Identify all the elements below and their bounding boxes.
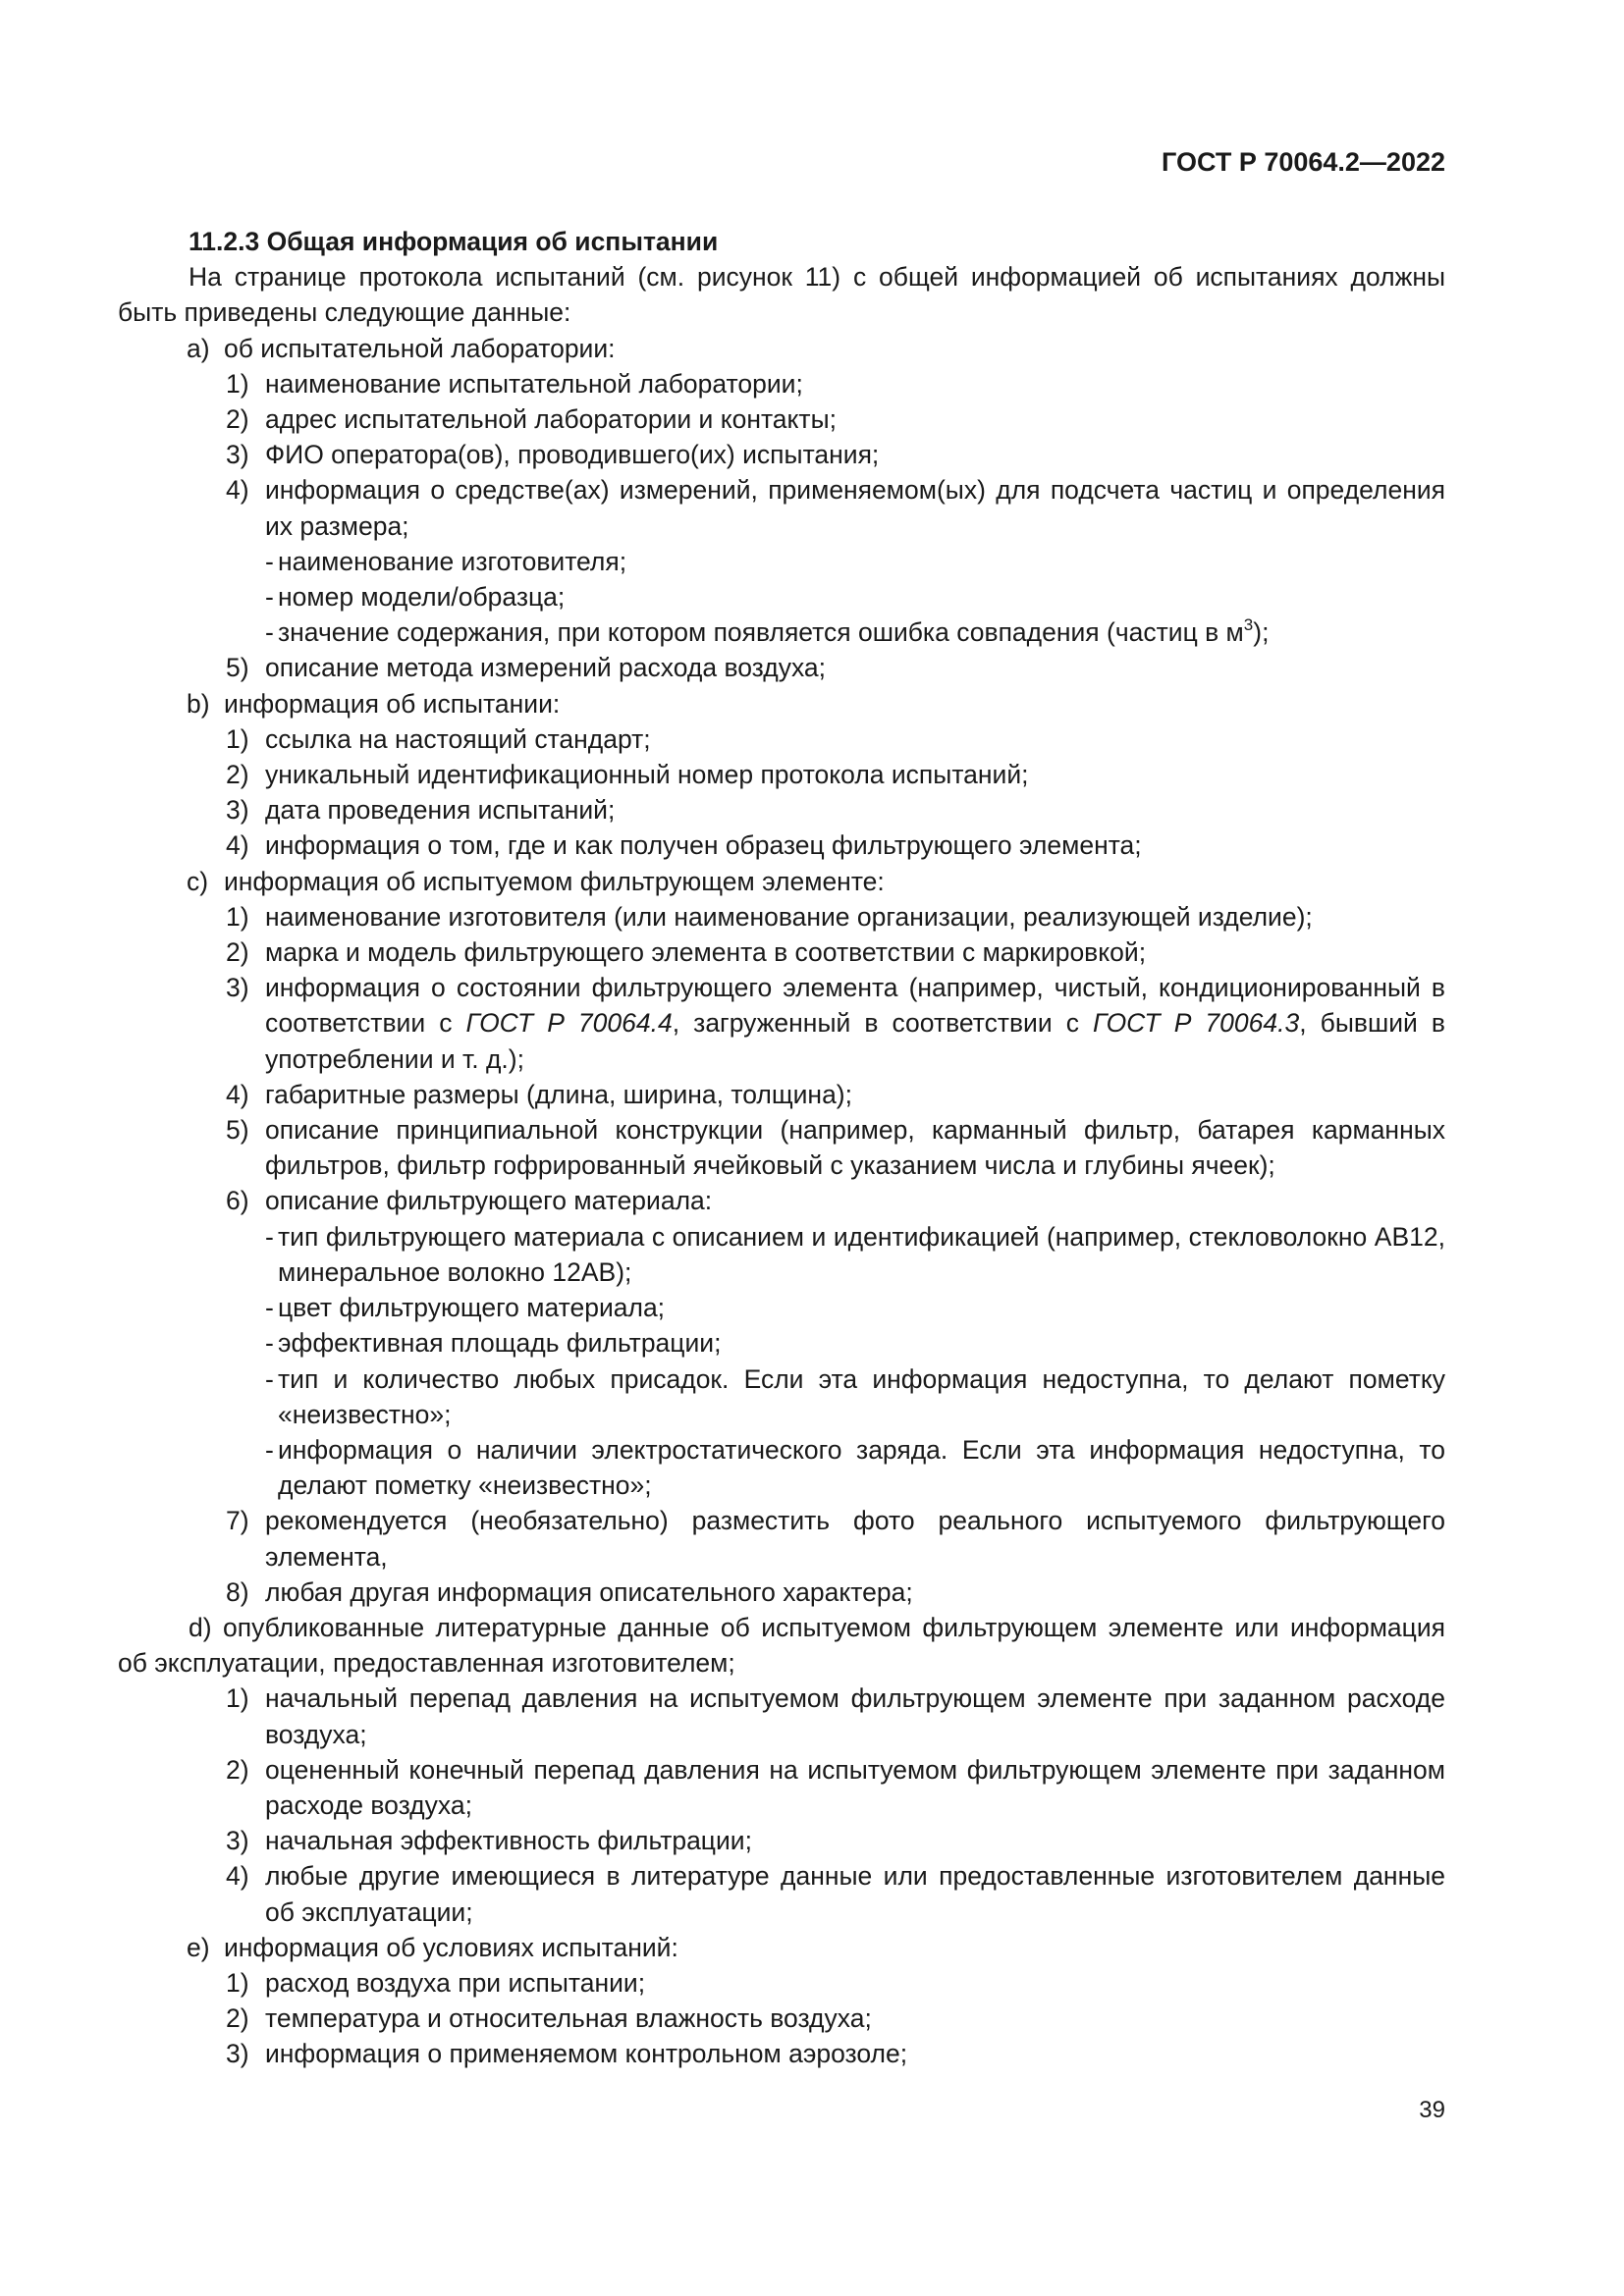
list-item-text: температура и относительная влажность воздуха; (265, 2003, 872, 2034)
document-body (118, 224, 1445, 2072)
list-item-text: наименование испытательной лаборатории; (265, 368, 803, 399)
list-item (118, 650, 1445, 685)
list-marker: 1) (226, 1967, 249, 1998)
list-item (118, 721, 1445, 757)
dash-item (118, 544, 1445, 579)
list-item-text: начальная эффективность фильтрации; (265, 1826, 752, 1856)
list-marker: - (265, 1221, 274, 1252)
list-marker: - (265, 582, 274, 613)
list-item (118, 1930, 1445, 1965)
list-item-text: марка и модель фильтрующего элемента в соответствии с маркировкой; (265, 937, 1147, 968)
list-item-text: , бывший в употреблении и т. д.); (265, 1008, 1445, 1074)
list-marker: а) (187, 333, 210, 363)
list-item-text: информация о состоянии фильтрующего элемента (например, чистый, кондиционированный в соответствии с (265, 973, 1445, 1039)
paragraph-text: d) опубликованные литературные данные об испытуемом фильтрующем элементе или информация об эксплуатации, предоставленная изготовителем; (118, 1612, 1445, 1679)
dash-item (118, 1219, 1445, 1290)
list-marker: 2) (226, 1754, 249, 1785)
list-item (118, 2036, 1445, 2071)
dash-item (118, 614, 1445, 650)
list-item (118, 2001, 1445, 2036)
dash-item (118, 579, 1445, 614)
list-item-text: дата проведения испытаний; (265, 795, 616, 826)
list-item (118, 899, 1445, 934)
standard-reference: ГОСТ Р 70064.3 (1093, 1008, 1300, 1039)
list-marker: - (265, 1363, 274, 1394)
list-item (118, 828, 1445, 863)
list-item-text: тип и количество любых присадок. Если эта информация недоступна, то делают пометку «неизвестно»; (278, 1363, 1445, 1429)
list-item-text: оцененный конечный перепад давления на испытуемом фильтрующем элементе при заданном расходе воздуха; (265, 1754, 1445, 1820)
list-item-text: любые другие имеющиеся в литературе данные или предоставленные изготовителем данные об эксплуатации; (265, 1861, 1445, 1927)
list-item (118, 1858, 1445, 1929)
list-item (118, 970, 1445, 1077)
list-item (118, 934, 1445, 970)
list-marker: е) (187, 1932, 210, 1962)
list-marker: 4) (226, 1079, 249, 1109)
dash-item (118, 1432, 1445, 1503)
list-item (118, 1965, 1445, 2001)
list-item (118, 864, 1445, 899)
list-marker: 6) (226, 1186, 249, 1216)
list-item (118, 792, 1445, 828)
list-item (118, 331, 1445, 366)
list-marker: - (265, 1434, 274, 1465)
list-item-text: информация об испытании: (224, 688, 561, 719)
list-item (118, 1575, 1445, 1610)
document-header: ГОСТ Р 70064.2—2022 (1162, 147, 1445, 177)
list-marker: 1) (226, 1683, 249, 1714)
list-marker: 5) (226, 1115, 249, 1146)
dash-item (118, 1362, 1445, 1432)
list-item (118, 1503, 1445, 1574)
list-marker: 7) (226, 1506, 249, 1536)
list-marker: 3) (226, 440, 249, 470)
list-item (118, 366, 1445, 401)
list-marker: 1) (226, 723, 249, 754)
list-marker: 2) (226, 937, 249, 968)
list-marker: 2) (226, 2003, 249, 2034)
list-item-text: значение содержания, при котором появляется ошибка совпадения (частиц в м (278, 617, 1244, 648)
list-marker: 1) (226, 368, 249, 399)
list-item-text: адрес испытательной лаборатории и контакты; (265, 404, 837, 435)
list-marker: - (265, 546, 274, 576)
list-item (118, 757, 1445, 792)
list-item-text: ФИО оператора(ов), проводившего(их) испытания; (265, 440, 880, 470)
list-item-text: информация о применяемом контрольном аэрозоле; (265, 2039, 908, 2069)
list-item (118, 1823, 1445, 1858)
list-marker: 4) (226, 475, 249, 506)
list-item-text: уникальный идентификационный номер протокола испытаний; (265, 760, 1029, 790)
list-item-text: описание принципиальной конструкции (например, карманный фильтр, батарея карманных фильтров, фильтр гофрированный ячейковый с указанием числа и глубины ячеек); (265, 1115, 1445, 1181)
list-marker: - (265, 1328, 274, 1359)
list-marker: 3) (226, 1826, 249, 1856)
dash-item (118, 1325, 1445, 1361)
list-item-text: цвет фильтрующего материала; (278, 1293, 666, 1323)
list-item (118, 401, 1445, 437)
list-marker: 3) (226, 795, 249, 826)
list-item-text: информация об испытуемом фильтрующем элементе: (224, 866, 885, 896)
list-item-text: расход воздуха при испытании; (265, 1967, 646, 1998)
list-item-text: ссылка на настоящий стандарт; (265, 723, 651, 754)
list-item-text: начальный перепад давления на испытуемом фильтрующем элементе при заданном расходе воздуха; (265, 1683, 1445, 1749)
list-marker: b) (187, 688, 210, 719)
list-item-text: любая другая информация описательного характера; (265, 1576, 913, 1607)
list-item (118, 1112, 1445, 1183)
list-item-text: эффективная площадь фильтрации; (278, 1328, 722, 1359)
list-item-text-tail: ); (1253, 617, 1270, 648)
list-item-text: описание фильтрующего материала: (265, 1186, 713, 1216)
standard-reference: ГОСТ Р 70064.4 (465, 1008, 673, 1039)
list-marker: 3) (226, 973, 249, 1003)
dash-item (118, 1290, 1445, 1325)
list-item-text: информация о средстве(ах) измерений, применяемом(ых) для подсчета частиц и определения их размера; (265, 475, 1445, 541)
list-item (118, 472, 1445, 543)
list-marker: 2) (226, 404, 249, 435)
list-item-text: информация о наличии электростатического заряда. Если эта информация недоступна, то делают пометку «неизвестно»; (278, 1434, 1445, 1501)
list-item (118, 686, 1445, 721)
list-marker: 1) (226, 901, 249, 932)
list-marker: 3) (226, 2039, 249, 2069)
paragraph (118, 1610, 1445, 1681)
list-item-text: тип фильтрующего материала с описанием и идентификацией (например, стекловолокно AB12, минеральное волокно 12AB); (278, 1221, 1445, 1287)
list-marker: - (265, 1293, 274, 1323)
section-intro: На странице протокола испытаний (см. рисунок 11) с общей информацией об испытаниях должны быть приведены следующие данные: (118, 262, 1445, 328)
list-marker: 8) (226, 1576, 249, 1607)
superscript: 3 (1243, 615, 1254, 635)
page-number: 39 (1419, 2097, 1445, 2123)
list-item-text: , загруженный в соответствии с (672, 1008, 1094, 1039)
list-marker: 4) (226, 1861, 249, 1892)
list-item (118, 1752, 1445, 1823)
list-marker: - (265, 617, 274, 648)
list-marker: 5) (226, 653, 249, 683)
list-marker: c) (187, 866, 209, 896)
list-item-text: номер модели/образца; (278, 582, 566, 613)
list-item-text: об испытательной лаборатории: (224, 333, 616, 363)
list-item (118, 437, 1445, 472)
section-title: 11.2.3 Общая информация об испытании (189, 227, 719, 256)
list-item-text: описание метода измерений расхода воздуха; (265, 653, 826, 683)
list-item-text: габаритные размеры (длина, ширина, толщина); (265, 1079, 852, 1109)
list-item (118, 1077, 1445, 1112)
list-item-text: наименование изготовителя; (278, 546, 627, 576)
list-marker: 2) (226, 760, 249, 790)
list-item (118, 1183, 1445, 1218)
list-item-text: информация о том, где и как получен образец фильтрующего элемента; (265, 830, 1142, 861)
list-item (118, 1681, 1445, 1751)
list-item-text: рекомендуется (необязательно) разместить фото реального испытуемого фильтрующего элемента, (265, 1506, 1445, 1572)
list-marker: 4) (226, 830, 249, 861)
list-item-text: наименование изготовителя (или наименование организации, реализующей изделие); (265, 901, 1313, 932)
list-item-text: информация об условиях испытаний: (224, 1932, 678, 1962)
